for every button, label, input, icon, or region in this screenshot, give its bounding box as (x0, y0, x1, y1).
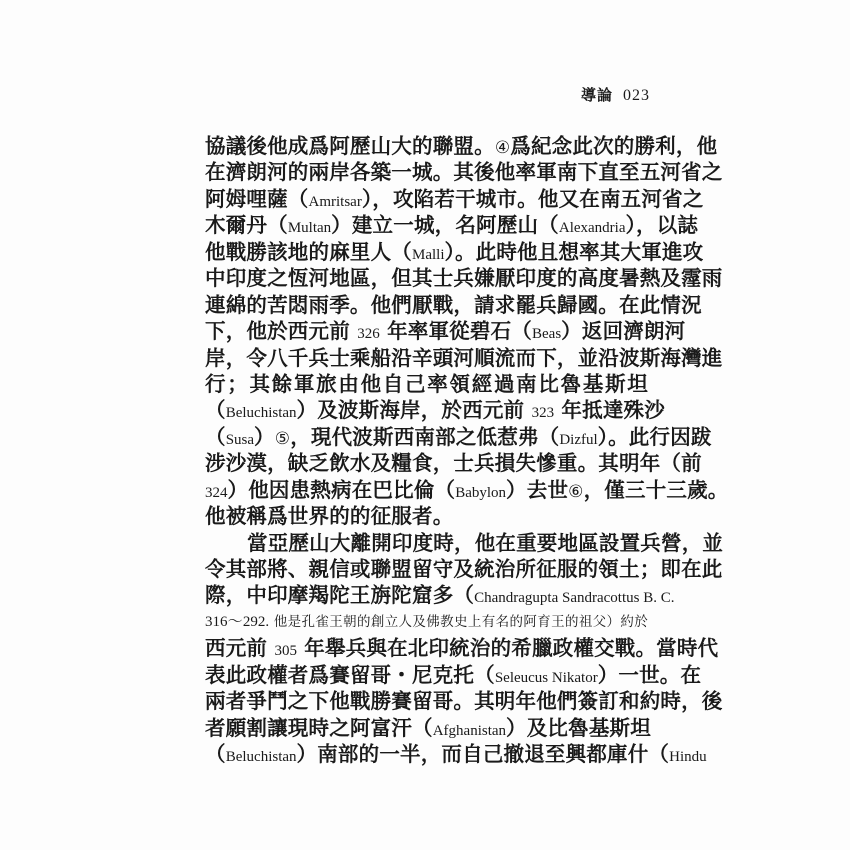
body-text (205, 133, 729, 768)
text-line note-line: 316～292. 他是孔雀王朝的創立人及佛教史上有名的阿育王的祖父）約於 (205, 613, 648, 630)
running-head (560, 84, 650, 105)
latin-text: Babylon (455, 484, 507, 501)
latin-text: Hindu (669, 749, 707, 766)
footnote-marker: ④ (494, 138, 511, 158)
latin-text: Chandragupta Sandracottus B. C. (474, 590, 675, 607)
text-line: 令其部將、親信或聯盟留守及統治所征服的領土；即在此 (205, 557, 723, 581)
latin-text: Seleucus Nikator (494, 669, 598, 686)
latin-text: 326 (357, 326, 380, 343)
latin-text: Susa (225, 431, 255, 448)
latin-text: Beas (532, 326, 562, 343)
text-line: 當亞歷山大離開印度時，他在重要地區設置兵營，並 (247, 530, 724, 555)
text-line: （Beluchistan）南部的一半，而自己撤退至興都庫什（Hindu (205, 742, 707, 767)
latin-text: Alexandria (558, 220, 626, 237)
latin-text: 323 (531, 405, 555, 422)
text-line: 涉沙漠，缺乏飲水及糧食，士兵損失慘重。其明年（前 (205, 451, 702, 476)
text-line: 他戰勝該地的麻里人（Malli）。此時他且想率其大軍進攻 (205, 239, 704, 264)
latin-text: Multan (287, 220, 332, 237)
footnote-marker: ⑤ (274, 428, 291, 449)
latin-text: Malli (412, 246, 445, 263)
text-line: 者願割讓現時之阿富汗（Afghanistan）及比魯基斯坦 (205, 715, 651, 740)
footnote-marker: ⑥ (568, 481, 584, 502)
text-line: 兩者爭鬥之下他戰勝賽留哥。其明年他們簽訂和約時，後 (205, 689, 723, 714)
text-line: 協議後他成爲阿歷山大的聯盟。④爲紀念此次的勝利，他 (205, 134, 718, 158)
text-line: 中印度之恆河地區，但其士兵嫌厭印度的高度暑熱及霪雨 (205, 266, 723, 291)
text-line: 324）他因患熱病在巴比倫（Babylon）去世⑥，僅三十三歲。 (205, 477, 729, 502)
text-line: 他被稱爲世界的的征服者。 (205, 504, 454, 529)
latin-text: Amritsar (308, 193, 362, 210)
latin-text: 316～292. (205, 613, 270, 630)
text-line: 岸，令八千兵士乘船沿辛頭河順流而下，並沿波斯海灣進 (205, 345, 723, 370)
latin-text: Beluchistan (225, 405, 297, 422)
latin-text: 324 (205, 484, 228, 501)
latin-text: 305 (274, 643, 297, 660)
text-line: 西元前 305 年舉兵與在北印統治的希臘政權交戰。當時代 (205, 636, 719, 661)
text-line: 阿姆哩薩（Amritsar），攻陷若干城市。他又在南五河省之 (205, 186, 704, 211)
latin-text: Dizful (559, 431, 598, 448)
text-line: 行；其餘軍旅由他自己率領經過南比魯基斯坦 (205, 371, 648, 396)
page-number: 023 (623, 87, 650, 104)
chapter-title: 導論 (580, 86, 613, 104)
text-line: 在濟朗河的兩岸各築一城。其後他率軍南下直至五河省之 (205, 160, 723, 185)
latin-text: Afghanistan (432, 722, 507, 739)
text-line: （Susa）⑤，現代波斯西南部之低惹弗（Dizful）。此行因跋 (205, 424, 712, 449)
text-line: 木爾丹（Multan）建立一城，名阿歷山（Alexandria），以誌 (205, 213, 699, 238)
text-line: 下，他於西元前 326 年率軍從碧石（Beas）返回濟朗河 (205, 319, 686, 344)
text-line: 際，中印摩羯陀王旃陀窟多（Chandragupta Sandracottus B. C. (205, 583, 675, 608)
latin-text: Beluchistan (225, 749, 297, 766)
text-line: 表此政權者爲賽留哥・尼克托（Seleucus Nikator）一世。在 (205, 662, 702, 687)
text-line: （Beluchistan）及波斯海岸，於西元前 323 年抵達殊沙 (205, 398, 665, 423)
text-line: 連綿的苦悶雨季。他們厭戰，請求罷兵歸國。在此情況 (205, 292, 702, 317)
